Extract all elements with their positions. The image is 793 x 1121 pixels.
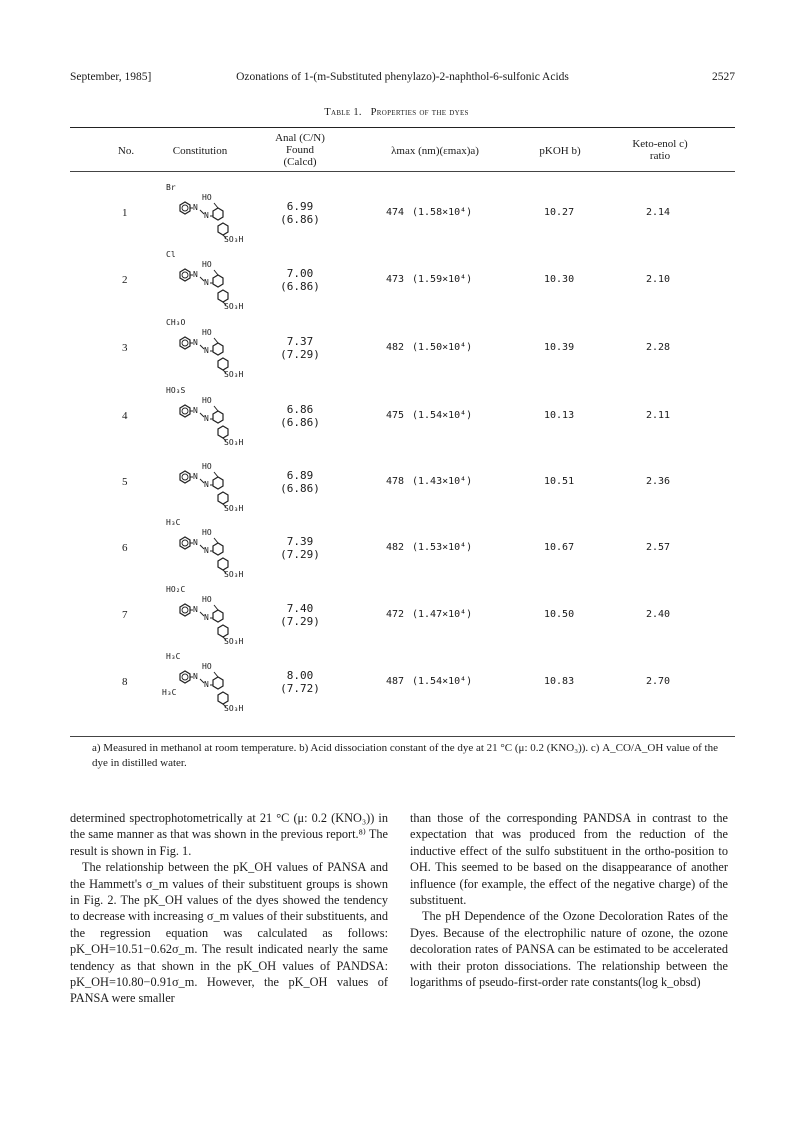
structure-n1: N	[193, 672, 198, 681]
body-column-right	[410, 810, 728, 990]
table-row	[70, 318, 735, 388]
epsilon-max: (1.58×10⁴)	[412, 207, 473, 218]
lambda-max: 473	[386, 274, 405, 285]
lambda-max: 478	[386, 476, 405, 487]
table-bottom-rule	[70, 736, 735, 737]
body-left-para-1: determined spectrophotometrically at 21 °C (μ: 0.2 (KNO₃)) in the same manner as that was shown in the previous report.⁸⁾ The result is shown in Fig. 1.	[70, 811, 388, 858]
structure-ho: HO	[202, 528, 212, 537]
pkoh-value: 10.83	[544, 676, 575, 687]
body-right-para-1: than those of the corresponding PANDSA in contrast to the expectation that was produced from the reduction of the inductive effect of the sulfo substituent in the ortho-position to OH. This seemed to be based on the disappearance of another influence (for example, the effect of the negative charge) of the substituent.	[410, 811, 728, 908]
structure-n1: N	[193, 338, 198, 347]
epsilon-max: (1.54×10⁴)	[412, 676, 473, 687]
structure-n1: N	[193, 203, 198, 212]
col-head-anal-3: (Calcd)	[283, 156, 317, 168]
structure-n2: N	[204, 680, 209, 689]
structure-ho: HO	[202, 396, 212, 405]
lambda-max: 487	[386, 676, 405, 687]
table-row	[70, 452, 735, 522]
structure-substituent: CH₃O	[166, 318, 186, 327]
col-head-keto-2: ratio	[649, 150, 671, 162]
anal-found: 7.37	[286, 335, 314, 348]
header-title: Ozonations of 1-(m-Substituted phenylazo)-2-naphthol-6-sulfonic Acids	[236, 71, 569, 83]
row-number: 2	[122, 274, 128, 286]
structure-n1: N	[193, 538, 198, 547]
row-number: 7	[122, 609, 128, 621]
anal-found: 6.86	[286, 403, 314, 416]
anal-cell	[275, 403, 325, 429]
epsilon-max: (1.59×10⁴)	[412, 274, 473, 285]
anal-calcd: (6.86)	[280, 280, 320, 293]
pkoh-value: 10.51	[544, 476, 575, 487]
structure-ho: HO	[202, 193, 212, 202]
structure-n2: N	[204, 613, 209, 622]
anal-cell	[275, 469, 325, 495]
structure-n2: N	[204, 278, 209, 287]
anal-cell	[275, 335, 325, 361]
anal-calcd: (6.86)	[280, 482, 320, 495]
page-number: 2527	[712, 71, 735, 83]
pkoh-value: 10.50	[544, 609, 575, 620]
structure-n2: N	[204, 346, 209, 355]
pkoh-value: 10.67	[544, 542, 575, 553]
structure-ho: HO	[202, 260, 212, 269]
lambda-max: 482	[386, 542, 405, 553]
col-head-keto	[615, 138, 705, 162]
table-row	[70, 386, 735, 456]
anal-found: 8.00	[286, 669, 314, 682]
lambda-max: 482	[386, 342, 405, 353]
epsilon-max: (1.43×10⁴)	[412, 476, 473, 487]
structure-n2: N	[204, 211, 209, 220]
anal-calcd: (7.72)	[280, 682, 320, 695]
row-number: 8	[122, 676, 128, 688]
structure-n2: N	[204, 480, 209, 489]
anal-found: 7.00	[286, 267, 314, 280]
anal-calcd: (6.86)	[280, 213, 320, 226]
table-title-prefix: Table 1.	[324, 107, 362, 118]
structure-so3h: SO₃H	[224, 438, 244, 447]
anal-found: 7.39	[286, 535, 314, 548]
keto-enol-ratio: 2.10	[646, 274, 671, 285]
dye-structure	[164, 183, 244, 245]
epsilon-max: (1.50×10⁴)	[412, 342, 473, 353]
anal-found: 6.89	[286, 469, 314, 482]
body-left-para-2: The relationship between the pK_OH values of PANSA and the Hammett's σ_m values of their substituent groups is shown in Fig. 2. The pK_OH values of the dyes showed the tendency to decrease with increasing σ_m values of their substituents, and the regression equation was calculated as follows: pK_OH=10.51−0.62σ_m. The result indicated nearly the same tendency as that shown in the pK_OH values of PANDSA: pK_OH=10.80−0.91σ_m. However, the pK_OH values of PANSA were smaller	[70, 860, 388, 1006]
body-right-para-2: The pH Dependence of the Ozone Decoloration Rates of the Dyes. Because of the electrophilic nature of ozone, the ozone decoloration rates of PANSA can be estimated to be accelerated with their proton dissociations. The relationship between the logarithms of pseudo-first-order rate constants(log k_obsd)	[410, 909, 728, 990]
table-footnotes: a) Measured in methanol at room temperature. b) Acid dissociation constant of the dye at 21 °C (μ: 0.2 (KNO₃)). c) A_CO/A_OH value of the dye in distilled water.	[92, 742, 718, 769]
pkoh-value: 10.27	[544, 207, 575, 218]
dye-structure	[164, 250, 244, 312]
structure-n2: N	[204, 414, 209, 423]
col-head-constitution: Constitution	[172, 145, 228, 157]
pkoh-value: 10.13	[544, 410, 575, 421]
dye-structure	[164, 518, 244, 580]
anal-calcd: (6.86)	[280, 416, 320, 429]
table-row	[70, 518, 735, 588]
col-head-pkoh: pKOH b)	[539, 145, 581, 157]
table-top-rule	[70, 127, 735, 128]
table-row	[70, 585, 735, 655]
dye-structure	[164, 652, 244, 714]
body-column-left	[70, 810, 388, 1007]
anal-cell	[275, 200, 325, 226]
structure-n1: N	[193, 605, 198, 614]
structure-ho: HO	[202, 662, 212, 671]
row-number: 1	[122, 207, 128, 219]
table-title	[0, 107, 793, 118]
anal-cell	[275, 267, 325, 293]
dye-structure	[164, 585, 244, 647]
keto-enol-ratio: 2.11	[646, 410, 671, 421]
structure-ho: HO	[202, 328, 212, 337]
structure-ho: HO	[202, 462, 212, 471]
anal-cell	[275, 602, 325, 628]
structure-substituent: Br	[166, 183, 176, 192]
running-header	[70, 71, 735, 87]
epsilon-max: (1.47×10⁴)	[412, 609, 473, 620]
structure-substituent-2: H₃C	[162, 688, 177, 697]
header-date: September, 1985]	[70, 71, 152, 83]
anal-found: 6.99	[286, 200, 314, 213]
structure-so3h: SO₃H	[224, 302, 244, 311]
anal-calcd: (7.29)	[280, 548, 320, 561]
row-number: 4	[122, 410, 128, 422]
epsilon-max: (1.53×10⁴)	[412, 542, 473, 553]
structure-ho: HO	[202, 595, 212, 604]
structure-substituent: H₃C	[166, 518, 181, 527]
dye-structure	[164, 452, 244, 514]
table-header-rule	[70, 171, 735, 172]
anal-calcd: (7.29)	[280, 615, 320, 628]
keto-enol-ratio: 2.70	[646, 676, 671, 687]
structure-n1: N	[193, 406, 198, 415]
anal-found: 7.40	[286, 602, 314, 615]
pkoh-value: 10.30	[544, 274, 575, 285]
lambda-max: 474	[386, 207, 405, 218]
anal-calcd: (7.29)	[280, 348, 320, 361]
structure-so3h: SO₃H	[224, 637, 244, 646]
col-head-lambda: λmax (nm)(εmax)a)	[391, 145, 479, 157]
table-row	[70, 250, 735, 320]
keto-enol-ratio: 2.57	[646, 542, 671, 553]
structure-n1: N	[193, 270, 198, 279]
structure-n1: N	[193, 472, 198, 481]
structure-substituent: H₃C	[166, 652, 181, 661]
dye-structure	[164, 318, 244, 380]
keto-enol-ratio: 2.40	[646, 609, 671, 620]
lambda-max: 472	[386, 609, 405, 620]
row-number: 6	[122, 542, 128, 554]
col-head-keto-1: Keto-enol c)	[632, 138, 688, 150]
structure-substituent: HO₃S	[166, 386, 186, 395]
structure-so3h: SO₃H	[224, 504, 244, 513]
table-row	[70, 183, 735, 253]
structure-so3h: SO₃H	[224, 370, 244, 379]
keto-enol-ratio: 2.36	[646, 476, 671, 487]
anal-cell	[275, 535, 325, 561]
keto-enol-ratio: 2.28	[646, 342, 671, 353]
table-row	[70, 652, 735, 722]
col-head-anal-1: Anal (C/N)	[275, 132, 325, 144]
dye-structure	[164, 386, 244, 448]
structure-substituent: HO₂C	[166, 585, 186, 594]
col-head-anal-2: Found	[285, 144, 315, 156]
structure-so3h: SO₃H	[224, 570, 244, 579]
structure-so3h: SO₃H	[224, 704, 244, 713]
epsilon-max: (1.54×10⁴)	[412, 410, 473, 421]
structure-substituent: Cl	[166, 250, 176, 259]
table-title-text: Properties of the dyes	[370, 107, 469, 118]
row-number: 5	[122, 476, 128, 488]
lambda-max: 475	[386, 410, 405, 421]
anal-cell	[275, 669, 325, 695]
row-number: 3	[122, 342, 128, 354]
keto-enol-ratio: 2.14	[646, 207, 671, 218]
structure-so3h: SO₃H	[224, 235, 244, 244]
col-head-anal	[260, 132, 340, 168]
structure-n2: N	[204, 546, 209, 555]
pkoh-value: 10.39	[544, 342, 575, 353]
col-head-no: No.	[117, 145, 135, 157]
